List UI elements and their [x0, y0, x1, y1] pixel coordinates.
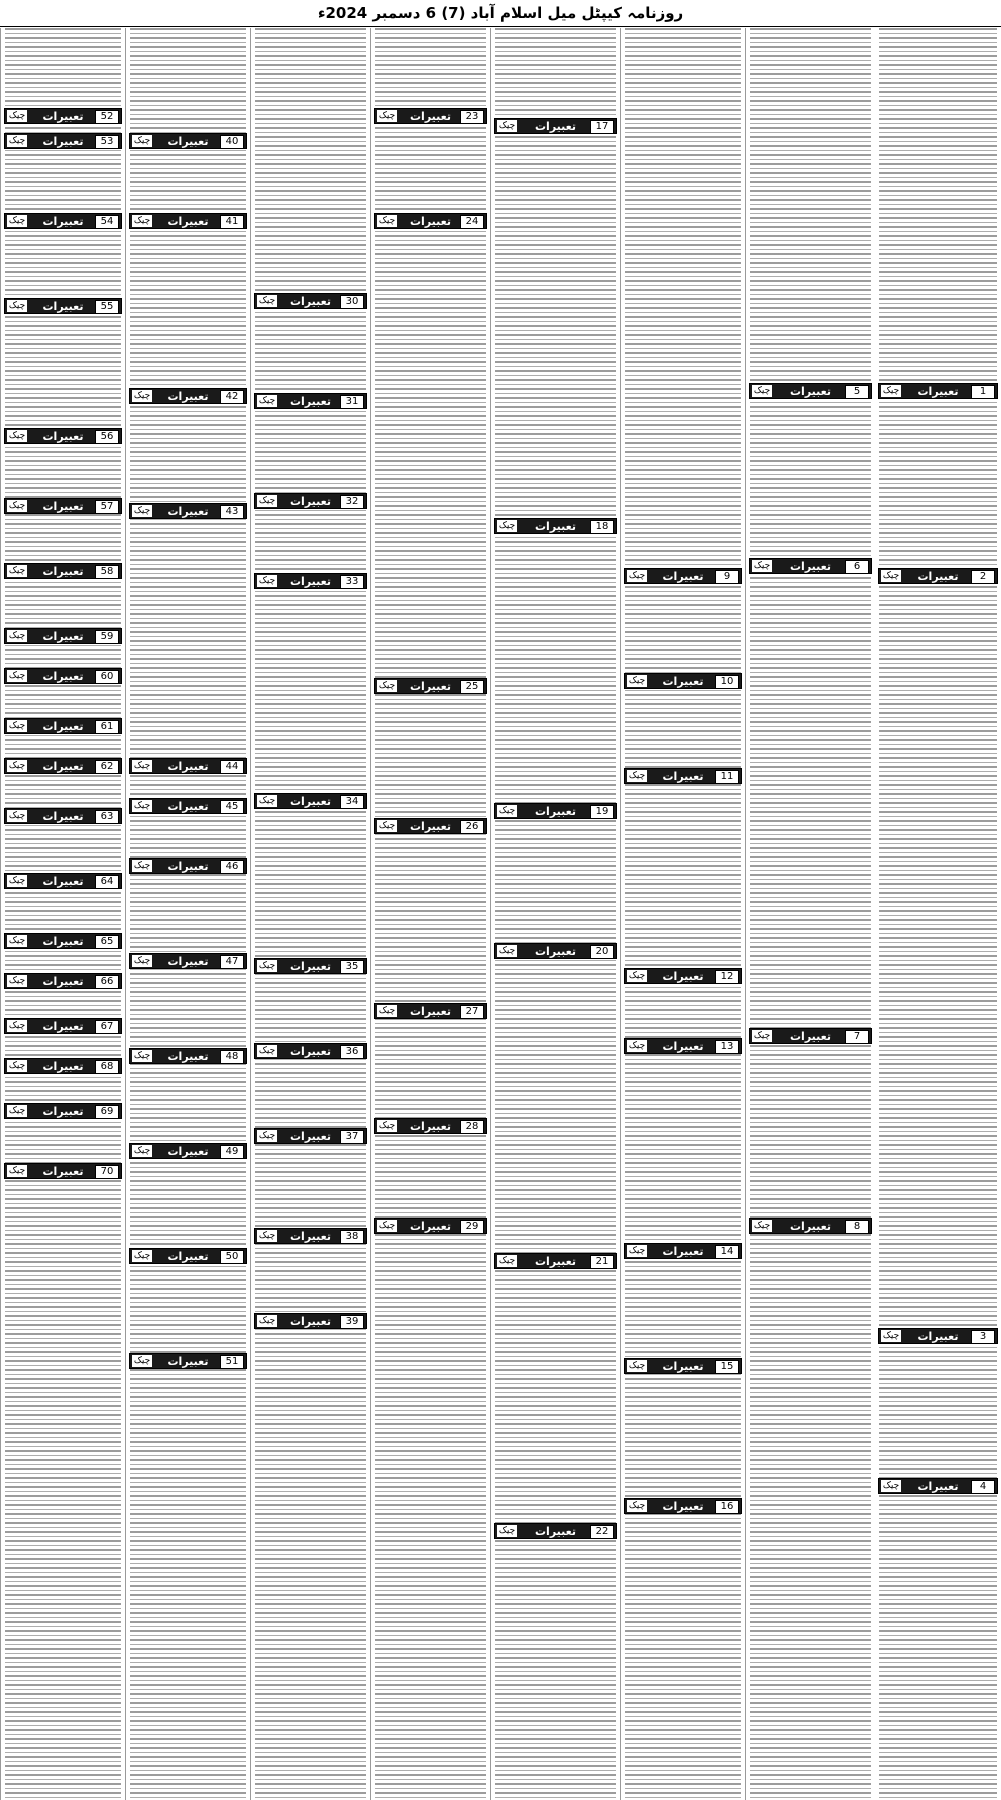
- section-header: [624, 1358, 742, 1374]
- section-number: 5: [845, 385, 869, 399]
- section-label: تعبیرات: [535, 1254, 576, 1268]
- section-check: چیک: [8, 431, 26, 441]
- section-label: تعبیرات: [42, 564, 84, 578]
- section-number: 51: [220, 1355, 244, 1369]
- section-number: 39: [340, 1315, 364, 1329]
- section-check: چیک: [258, 1316, 276, 1326]
- section-header: [4, 973, 122, 989]
- section-number: 9: [715, 570, 739, 584]
- section-header: [4, 428, 122, 444]
- section-check: چیک: [628, 971, 646, 981]
- section-header: [254, 493, 367, 509]
- section-check: چیک: [8, 631, 26, 641]
- section-header: [4, 108, 122, 124]
- section-header: [4, 498, 122, 514]
- section-label: تعبیرات: [42, 429, 84, 443]
- section-label: تعبیرات: [917, 569, 959, 583]
- section-number: 43: [220, 505, 244, 519]
- section-label: تعبیرات: [42, 934, 84, 948]
- column-8: [0, 28, 125, 1800]
- section-label: تعبیرات: [42, 669, 84, 683]
- section-check: چیک: [378, 1121, 396, 1131]
- section-number: 44: [220, 760, 244, 774]
- section-check: چیک: [258, 1131, 276, 1141]
- section-header: [4, 133, 122, 149]
- section-header: [374, 1118, 487, 1134]
- section-label: تعبیرات: [42, 1059, 84, 1073]
- section-header: [4, 718, 122, 734]
- section-label: تعبیرات: [42, 499, 84, 513]
- section-header: [878, 568, 998, 584]
- section-check: چیک: [258, 576, 276, 586]
- section-label: تعبیرات: [535, 944, 576, 958]
- section-check: چیک: [498, 1256, 516, 1266]
- section-check: چیک: [8, 136, 26, 146]
- section-check: چیک: [133, 391, 151, 401]
- section-number: 17: [590, 120, 614, 134]
- section-label: تعبیرات: [42, 629, 84, 643]
- section-label: تعبیرات: [167, 214, 209, 228]
- section-number: 37: [340, 1130, 364, 1144]
- column-3: [620, 28, 745, 1800]
- section-header: [374, 1218, 487, 1234]
- section-number: 40: [220, 135, 244, 149]
- column-text-lines: [625, 28, 741, 1800]
- section-label: تعبیرات: [917, 1479, 959, 1493]
- section-label: تعبیرات: [42, 1019, 84, 1033]
- section-header: [878, 1478, 998, 1494]
- section-number: 15: [715, 1360, 739, 1374]
- section-check: چیک: [882, 1331, 900, 1341]
- columns-grid: [0, 28, 1001, 1800]
- section-label: تعبیرات: [167, 1354, 209, 1368]
- column-text-lines: [750, 28, 871, 1800]
- section-label: تعبیرات: [917, 384, 959, 398]
- section-label: تعبیرات: [42, 134, 84, 148]
- section-label: تعبیرات: [410, 1004, 451, 1018]
- section-check: چیک: [8, 976, 26, 986]
- section-number: 45: [220, 800, 244, 814]
- section-label: تعبیرات: [42, 109, 84, 123]
- section-check: چیک: [133, 506, 151, 516]
- section-check: چیک: [628, 771, 646, 781]
- section-header: [254, 958, 367, 974]
- section-number: 12: [715, 970, 739, 984]
- section-header: [4, 1163, 122, 1179]
- section-number: 11: [715, 770, 739, 784]
- section-check: چیک: [628, 1246, 646, 1256]
- column-2: [745, 28, 875, 1800]
- section-number: 52: [95, 110, 119, 124]
- section-number: 48: [220, 1050, 244, 1064]
- section-check: چیک: [8, 1166, 26, 1176]
- section-label: تعبیرات: [290, 1044, 331, 1058]
- section-header: [254, 793, 367, 809]
- section-header: [624, 968, 742, 984]
- section-number: 49: [220, 1145, 244, 1159]
- column-5: [370, 28, 490, 1800]
- section-number: 55: [95, 300, 119, 314]
- section-label: تعبیرات: [662, 1359, 704, 1373]
- section-header: [4, 1103, 122, 1119]
- section-header: [4, 1058, 122, 1074]
- section-label: تعبیرات: [167, 859, 209, 873]
- section-label: تعبیرات: [167, 504, 209, 518]
- section-header: [624, 1498, 742, 1514]
- section-header: [374, 108, 487, 124]
- section-check: چیک: [628, 571, 646, 581]
- section-number: 20: [590, 945, 614, 959]
- masthead-title: روزنامہ کیپٹل میل اسلام آباد (7) 6 دسمبر 2024ء: [0, 0, 1001, 27]
- section-check: چیک: [258, 296, 276, 306]
- section-number: 53: [95, 135, 119, 149]
- column-text-lines: [375, 28, 486, 1800]
- section-check: چیک: [133, 801, 151, 811]
- section-label: تعبیرات: [42, 719, 84, 733]
- section-label: تعبیرات: [662, 1244, 704, 1258]
- section-header: [374, 213, 487, 229]
- section-check: چیک: [498, 806, 516, 816]
- section-number: 30: [340, 295, 364, 309]
- section-header: [374, 1003, 487, 1019]
- section-number: 32: [340, 495, 364, 509]
- section-label: تعبیرات: [662, 1039, 704, 1053]
- section-header: [624, 673, 742, 689]
- section-check: چیک: [378, 1221, 396, 1231]
- section-check: چیک: [133, 216, 151, 226]
- section-number: 67: [95, 1020, 119, 1034]
- section-label: تعبیرات: [167, 1249, 209, 1263]
- section-check: چیک: [8, 761, 26, 771]
- section-number: 42: [220, 390, 244, 404]
- section-number: 46: [220, 860, 244, 874]
- section-number: 16: [715, 1500, 739, 1514]
- section-number: 60: [95, 670, 119, 684]
- section-label: تعبیرات: [662, 674, 704, 688]
- section-check: چیک: [628, 1501, 646, 1511]
- section-check: چیک: [8, 1021, 26, 1031]
- section-number: 19: [590, 805, 614, 819]
- section-check: چیک: [8, 876, 26, 886]
- section-label: تعبیرات: [167, 134, 209, 148]
- section-check: چیک: [8, 566, 26, 576]
- section-label: تعبیرات: [535, 519, 576, 533]
- section-check: چیک: [258, 1046, 276, 1056]
- section-number: 31: [340, 395, 364, 409]
- section-number: 6: [845, 560, 869, 574]
- section-number: 70: [95, 1165, 119, 1179]
- section-number: 38: [340, 1230, 364, 1244]
- section-check: چیک: [133, 956, 151, 966]
- section-check: چیک: [753, 561, 771, 571]
- section-label: تعبیرات: [167, 389, 209, 403]
- section-number: 58: [95, 565, 119, 579]
- section-check: چیک: [628, 1041, 646, 1051]
- section-label: تعبیرات: [167, 799, 209, 813]
- section-check: چیک: [498, 946, 516, 956]
- section-check: چیک: [498, 1526, 516, 1536]
- section-number: 23: [460, 110, 484, 124]
- column-4: [490, 28, 620, 1800]
- section-label: تعبیرات: [662, 769, 704, 783]
- section-label: تعبیرات: [42, 214, 84, 228]
- section-label: تعبیرات: [410, 214, 451, 228]
- section-number: 36: [340, 1045, 364, 1059]
- section-check: چیک: [133, 761, 151, 771]
- section-check: چیک: [8, 671, 26, 681]
- section-number: 57: [95, 500, 119, 514]
- section-check: چیک: [498, 521, 516, 531]
- section-number: 1: [971, 385, 995, 399]
- section-label: تعبیرات: [662, 1499, 704, 1513]
- section-check: چیک: [378, 821, 396, 831]
- section-header: [129, 213, 247, 229]
- section-number: 50: [220, 1250, 244, 1264]
- section-header: [4, 628, 122, 644]
- section-check: چیک: [258, 796, 276, 806]
- section-label: تعبیرات: [42, 1164, 84, 1178]
- section-header: [129, 133, 247, 149]
- section-number: 13: [715, 1040, 739, 1054]
- section-header: [4, 563, 122, 579]
- section-label: تعبیرات: [790, 1029, 831, 1043]
- section-label: تعبیرات: [290, 574, 331, 588]
- section-check: چیک: [628, 1361, 646, 1371]
- section-header: [494, 1253, 617, 1269]
- section-number: 4: [971, 1480, 995, 1494]
- section-header: [749, 383, 872, 399]
- section-number: 22: [590, 1525, 614, 1539]
- section-label: تعبیرات: [410, 819, 451, 833]
- section-header: [129, 858, 247, 874]
- section-number: 34: [340, 795, 364, 809]
- section-check: چیک: [8, 301, 26, 311]
- section-check: چیک: [133, 1146, 151, 1156]
- section-label: تعبیرات: [410, 109, 451, 123]
- section-number: 65: [95, 935, 119, 949]
- section-header: [129, 388, 247, 404]
- section-header: [494, 518, 617, 534]
- section-check: چیک: [882, 386, 900, 396]
- section-label: تعبیرات: [167, 1144, 209, 1158]
- section-check: چیک: [378, 216, 396, 226]
- section-number: 29: [460, 1220, 484, 1234]
- section-check: چیک: [258, 396, 276, 406]
- section-check: چیک: [8, 111, 26, 121]
- section-number: 54: [95, 215, 119, 229]
- section-header: [749, 1028, 872, 1044]
- section-header: [254, 1128, 367, 1144]
- section-number: 26: [460, 820, 484, 834]
- section-label: تعبیرات: [290, 1229, 331, 1243]
- section-label: تعبیرات: [42, 974, 84, 988]
- column-text-lines: [5, 28, 121, 1800]
- section-label: تعبیرات: [917, 1329, 959, 1343]
- section-header: [254, 393, 367, 409]
- section-check: چیک: [753, 386, 771, 396]
- section-label: تعبیرات: [410, 1119, 451, 1133]
- section-header: [624, 1038, 742, 1054]
- section-number: 35: [340, 960, 364, 974]
- section-label: تعبیرات: [535, 119, 576, 133]
- section-number: 28: [460, 1120, 484, 1134]
- section-label: تعبیرات: [42, 1104, 84, 1118]
- section-header: [749, 1218, 872, 1234]
- section-label: تعبیرات: [42, 299, 84, 313]
- section-header: [494, 118, 617, 134]
- section-header: [494, 943, 617, 959]
- section-header: [878, 383, 998, 399]
- section-header: [374, 678, 487, 694]
- section-header: [624, 768, 742, 784]
- section-header: [129, 1048, 247, 1064]
- section-label: تعبیرات: [410, 1219, 451, 1233]
- section-label: تعبیرات: [790, 384, 831, 398]
- section-check: چیک: [133, 1356, 151, 1366]
- section-number: 41: [220, 215, 244, 229]
- section-number: 24: [460, 215, 484, 229]
- section-label: تعبیرات: [290, 394, 331, 408]
- section-label: تعبیرات: [290, 959, 331, 973]
- section-number: 56: [95, 430, 119, 444]
- section-number: 18: [590, 520, 614, 534]
- section-number: 10: [715, 675, 739, 689]
- section-check: چیک: [753, 1221, 771, 1231]
- section-header: [254, 1043, 367, 1059]
- section-check: چیک: [258, 1231, 276, 1241]
- section-check: چیک: [258, 961, 276, 971]
- section-check: چیک: [378, 111, 396, 121]
- section-label: تعبیرات: [790, 1219, 831, 1233]
- section-header: [624, 1243, 742, 1259]
- section-number: 63: [95, 810, 119, 824]
- section-number: 25: [460, 680, 484, 694]
- section-number: 2: [971, 570, 995, 584]
- section-number: 14: [715, 1245, 739, 1259]
- section-check: چیک: [8, 936, 26, 946]
- section-header: [129, 503, 247, 519]
- section-number: 3: [971, 1330, 995, 1344]
- section-header: [4, 758, 122, 774]
- section-number: 27: [460, 1005, 484, 1019]
- section-number: 8: [845, 1220, 869, 1234]
- section-number: 7: [845, 1030, 869, 1044]
- section-check: چیک: [378, 1006, 396, 1016]
- section-check: چیک: [753, 1031, 771, 1041]
- section-check: چیک: [133, 1051, 151, 1061]
- section-label: تعبیرات: [167, 954, 209, 968]
- section-header: [749, 558, 872, 574]
- section-number: 33: [340, 575, 364, 589]
- section-check: چیک: [882, 571, 900, 581]
- column-6: [250, 28, 370, 1800]
- section-header: [374, 818, 487, 834]
- section-header: [129, 798, 247, 814]
- section-label: تعبیرات: [790, 559, 831, 573]
- section-number: 47: [220, 955, 244, 969]
- section-header: [494, 1523, 617, 1539]
- section-label: تعبیرات: [167, 1049, 209, 1063]
- section-label: تعبیرات: [167, 759, 209, 773]
- column-text-lines: [879, 28, 997, 1800]
- section-check: چیک: [8, 811, 26, 821]
- section-header: [129, 1248, 247, 1264]
- section-number: 21: [590, 1255, 614, 1269]
- section-header: [4, 933, 122, 949]
- section-label: تعبیرات: [290, 1129, 331, 1143]
- section-check: چیک: [133, 136, 151, 146]
- section-check: چیک: [378, 681, 396, 691]
- section-number: 59: [95, 630, 119, 644]
- column-1: [875, 28, 1001, 1800]
- section-check: چیک: [8, 501, 26, 511]
- section-header: [254, 573, 367, 589]
- section-label: تعبیرات: [662, 969, 704, 983]
- section-label: تعبیرات: [535, 804, 576, 818]
- section-header: [4, 873, 122, 889]
- section-header: [4, 213, 122, 229]
- section-number: 69: [95, 1105, 119, 1119]
- section-label: تعبیرات: [42, 874, 84, 888]
- section-number: 62: [95, 760, 119, 774]
- section-check: چیک: [258, 496, 276, 506]
- column-7: [125, 28, 250, 1800]
- section-number: 64: [95, 875, 119, 889]
- section-check: چیک: [133, 1251, 151, 1261]
- section-number: 61: [95, 720, 119, 734]
- section-header: [254, 1228, 367, 1244]
- section-header: [129, 1353, 247, 1369]
- section-check: چیک: [8, 1106, 26, 1116]
- section-header: [254, 293, 367, 309]
- section-header: [129, 758, 247, 774]
- section-check: چیک: [628, 676, 646, 686]
- section-check: چیک: [882, 1481, 900, 1491]
- section-header: [4, 808, 122, 824]
- section-check: چیک: [498, 121, 516, 131]
- section-check: چیک: [8, 1061, 26, 1071]
- section-label: تعبیرات: [535, 1524, 576, 1538]
- section-header: [4, 298, 122, 314]
- section-label: تعبیرات: [290, 294, 331, 308]
- section-label: تعبیرات: [290, 794, 331, 808]
- section-label: تعبیرات: [42, 759, 84, 773]
- section-check: چیک: [133, 861, 151, 871]
- section-header: [254, 1313, 367, 1329]
- section-number: 66: [95, 975, 119, 989]
- section-header: [494, 803, 617, 819]
- section-label: تعبیرات: [662, 569, 704, 583]
- section-header: [4, 668, 122, 684]
- section-label: تعبیرات: [42, 809, 84, 823]
- section-label: تعبیرات: [290, 1314, 331, 1328]
- section-label: تعبیرات: [410, 679, 451, 693]
- section-header: [129, 953, 247, 969]
- section-header: [878, 1328, 998, 1344]
- section-label: تعبیرات: [290, 494, 331, 508]
- section-number: 68: [95, 1060, 119, 1074]
- column-text-lines: [130, 28, 246, 1800]
- section-header: [624, 568, 742, 584]
- section-check: چیک: [8, 216, 26, 226]
- section-check: چیک: [8, 721, 26, 731]
- section-header: [4, 1018, 122, 1034]
- section-header: [129, 1143, 247, 1159]
